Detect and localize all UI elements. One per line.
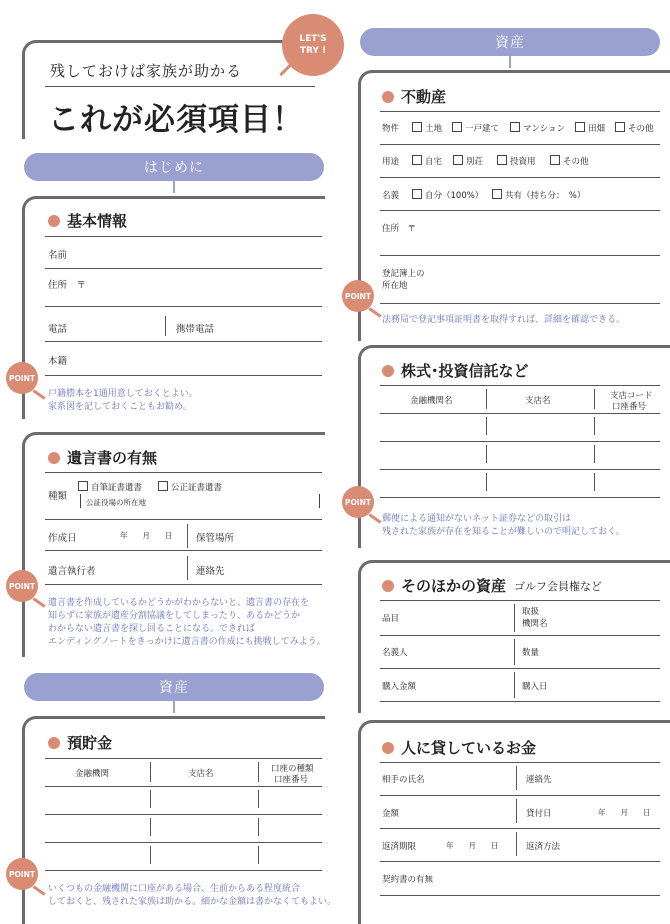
stocks-col-code: 支店コード — [610, 391, 653, 401]
divider — [187, 524, 188, 548]
kind-option-field[interactable]: 田畑 — [575, 122, 605, 134]
phone-label: 電話 — [48, 324, 68, 335]
other-subtitle: ゴルフ会員権など — [514, 579, 603, 593]
divider — [45, 870, 322, 871]
divider — [380, 895, 660, 896]
checkbox-icon[interactable] — [510, 122, 520, 132]
executor-contact-label: 連絡先 — [196, 566, 225, 577]
use-option-home[interactable]: 自宅 — [412, 155, 442, 167]
header-divider — [45, 86, 315, 87]
registry-label-2: 所在地 — [382, 281, 408, 291]
divider — [45, 584, 322, 585]
divider — [516, 799, 517, 823]
divider — [150, 818, 151, 836]
divider — [380, 701, 660, 702]
bullet-icon — [48, 215, 60, 227]
deposits-col-number: 口座番号 — [274, 775, 309, 785]
bullet-icon — [48, 737, 60, 749]
loan-amount-label: 金額 — [382, 809, 400, 819]
stocks-col-bank: 金融機関名 — [410, 396, 453, 406]
created-label: 作成日 — [48, 533, 77, 544]
will-note-2: 知らずに家族が遺産分割協議をしてしまったり、あるかどうか — [48, 611, 301, 621]
checkbox-icon[interactable] — [412, 155, 422, 165]
checkbox-icon[interactable] — [453, 155, 463, 165]
checkbox-icon[interactable] — [78, 481, 88, 491]
loan-lent-date: 年 月 日 — [598, 808, 651, 817]
checkbox-icon[interactable] — [412, 122, 422, 132]
stocks-title: 株式･投資信託など — [382, 360, 529, 381]
divider — [380, 469, 660, 470]
pill-stem — [173, 701, 175, 713]
other-item-label: 品目 — [382, 614, 400, 624]
checkbox-icon[interactable] — [412, 189, 422, 199]
realestate-title: 不動産 — [382, 86, 446, 107]
storage-label: 保管場所 — [196, 533, 235, 544]
other-qty-label: 数量 — [522, 648, 540, 658]
divider — [45, 786, 322, 787]
divider — [380, 255, 660, 256]
divider — [380, 111, 660, 112]
divider — [380, 177, 660, 178]
lets-try-badge: LET'S TRY ! — [282, 14, 344, 76]
divider — [380, 144, 660, 145]
loan-contact-label: 連絡先 — [526, 775, 552, 785]
stocks-col-branch: 支店名 — [525, 396, 551, 406]
other-handler-label-2: 機関名 — [522, 619, 548, 629]
use-option-investment[interactable]: 投資用 — [497, 155, 536, 167]
divider — [380, 762, 660, 763]
basic-title: 基本情報 — [48, 210, 127, 231]
stocks-note-2: 残された家族が存在を知ることが難しいので明記しておく。 — [382, 527, 625, 537]
divider — [258, 762, 259, 782]
divider — [594, 445, 595, 463]
other-date-label: 購入日 — [522, 682, 548, 692]
use-option-villa[interactable]: 別荘 — [453, 155, 483, 167]
header-subtitle: 残しておけば家族が助かる — [50, 62, 243, 80]
use-option-other[interactable]: その他 — [550, 155, 589, 167]
point-badge: POINT — [342, 280, 374, 312]
loan-name-label: 相手の氏名 — [382, 775, 425, 785]
divider — [514, 604, 515, 632]
bullet-icon — [382, 365, 394, 377]
stocks-col-number: 口座番号 — [612, 402, 647, 412]
divider — [594, 417, 595, 435]
point-badge: POINT — [6, 858, 38, 890]
divider — [258, 790, 259, 808]
divider — [45, 375, 322, 376]
owner-option-self[interactable]: 自分（100%） — [412, 189, 483, 201]
bullet-icon — [382, 742, 394, 754]
divider — [516, 766, 517, 790]
loan-title: 人に貸しているお金 — [382, 737, 536, 758]
honseki-label: 本籍 — [48, 356, 68, 367]
divider — [150, 762, 151, 782]
office-label: 公証役場の所在地 — [86, 498, 146, 507]
checkbox-icon[interactable] — [452, 122, 462, 132]
divider — [380, 413, 660, 414]
loan-contract-label: 契約書の有無 — [382, 875, 434, 885]
point-badge: POINT — [6, 570, 38, 602]
divider — [45, 519, 322, 520]
will-note-4: エンディングノートをきっかけに遺言書の作成にも挑戦してみよう。 — [48, 637, 326, 647]
page-title: これが必須項目！ — [48, 102, 304, 138]
divider — [486, 417, 487, 435]
bullet-icon — [382, 91, 394, 103]
kind-option-land[interactable]: 土地 — [412, 122, 442, 134]
checkbox-icon[interactable] — [492, 189, 502, 199]
section-pill-assets-right: 資産 — [360, 28, 660, 56]
address-label: 住所 〒 — [48, 280, 87, 291]
section-pill-assets-left: 資産 — [24, 673, 324, 701]
divider — [45, 814, 322, 815]
will-option-1[interactable]: 自筆証書遺書 — [78, 481, 142, 493]
executor-label: 遺言執行者 — [48, 566, 96, 577]
will-type-label: 種類 — [48, 491, 68, 502]
deposits-note-2: しておくと、残された家族は助かる。細かな金額は書かなくてもよい。 — [48, 897, 337, 907]
divider — [594, 389, 595, 409]
divider — [187, 556, 188, 580]
divider — [165, 316, 166, 336]
deposits-col-bank: 金融機関 — [75, 769, 110, 779]
divider — [150, 846, 151, 864]
divider — [45, 758, 322, 759]
divider — [486, 473, 487, 491]
loan-due-label: 返済期限 — [382, 842, 417, 852]
point-badge: POINT — [6, 362, 38, 394]
deposits-title: 預貯金 — [48, 732, 112, 753]
checkbox-icon[interactable] — [575, 122, 585, 132]
basic-note-2: 家系図を記しておくこともお勧め。 — [48, 402, 192, 412]
divider — [258, 846, 259, 864]
kind-option-other[interactable]: その他 — [615, 122, 654, 134]
divider — [380, 861, 660, 862]
divider — [380, 795, 660, 796]
other-price-label: 購入金額 — [382, 682, 417, 692]
bullet-icon — [382, 580, 394, 592]
created-date: 年 月 日 — [120, 531, 173, 540]
divider — [380, 497, 660, 498]
will-note-1: 遺言書を作成しているかどうかがわからないと、遺言書の存在を — [48, 598, 310, 608]
other-holder-label: 名義人 — [382, 648, 408, 658]
will-title: 遺言書の有無 — [48, 447, 157, 468]
divider — [514, 672, 515, 698]
other-handler-label-1: 取扱 — [522, 607, 540, 617]
registry-label-1: 登記簿上の — [382, 269, 425, 279]
divider — [45, 236, 322, 237]
realestate-owner-label: 名義 — [382, 191, 400, 201]
deposits-col-branch: 支店名 — [188, 769, 214, 779]
divider — [45, 306, 322, 307]
divider — [150, 790, 151, 808]
realestate-use-label: 用途 — [382, 157, 400, 167]
divider — [380, 828, 660, 829]
name-label: 名前 — [48, 250, 68, 261]
divider — [594, 473, 595, 491]
divider — [45, 341, 322, 342]
deposits-col-type: 口座の種類 — [271, 764, 314, 774]
realestate-kind-label: 物件 — [382, 124, 400, 134]
divider — [258, 818, 259, 836]
divider — [45, 472, 322, 473]
divider — [380, 303, 660, 304]
divider — [514, 639, 515, 665]
deposits-note-1: いくつもの金融機関に口座がある場合、生前からある程度統合 — [48, 884, 301, 894]
loan-lent-date-label: 貸付日 — [526, 809, 552, 819]
basic-note-1: 戸籍謄本を1通用意しておくとよい。 — [48, 389, 198, 399]
divider — [380, 441, 660, 442]
divider — [486, 389, 487, 409]
point-badge: POINT — [342, 486, 374, 518]
kind-option-mansion[interactable]: マンション — [510, 122, 565, 134]
owner-option-shared[interactable]: 共有（持ち分： %） — [492, 189, 585, 201]
will-option-2[interactable]: 公正証書遺書 — [158, 481, 222, 493]
pill-stem — [509, 56, 511, 68]
pill-stem — [173, 181, 175, 193]
loan-method-label: 返済方法 — [526, 842, 561, 852]
checkbox-icon[interactable] — [615, 122, 625, 132]
realestate-note: 法務局で登記事項証明書を取得すれば、詳細を確認できる。 — [382, 315, 626, 325]
divider — [516, 832, 517, 856]
mobile-label: 携帯電話 — [176, 324, 215, 335]
checkbox-icon[interactable] — [550, 155, 560, 165]
divider — [45, 842, 322, 843]
divider — [380, 668, 660, 669]
checkbox-icon[interactable] — [497, 155, 507, 165]
bullet-icon — [48, 452, 60, 464]
divider — [486, 445, 487, 463]
section-pill-intro: はじめに — [24, 153, 324, 181]
divider — [380, 385, 660, 386]
will-note-3: わからない遺言書を探し回ることになる。できれば — [48, 624, 256, 634]
divider — [380, 210, 660, 211]
checkbox-icon[interactable] — [158, 481, 168, 491]
other-title: そのほかの資産 ゴルフ会員権など — [382, 575, 602, 596]
divider — [45, 268, 322, 269]
loan-due-date: 年 月 日 — [446, 841, 499, 850]
divider — [380, 600, 660, 601]
divider — [380, 635, 660, 636]
stocks-note-1: 郵便による通知がないネット証券などの取引は — [382, 514, 572, 524]
divider — [45, 550, 322, 551]
kind-option-house[interactable]: 一戸建て — [452, 122, 499, 134]
realestate-address-label: 住所 〒 — [382, 224, 417, 234]
